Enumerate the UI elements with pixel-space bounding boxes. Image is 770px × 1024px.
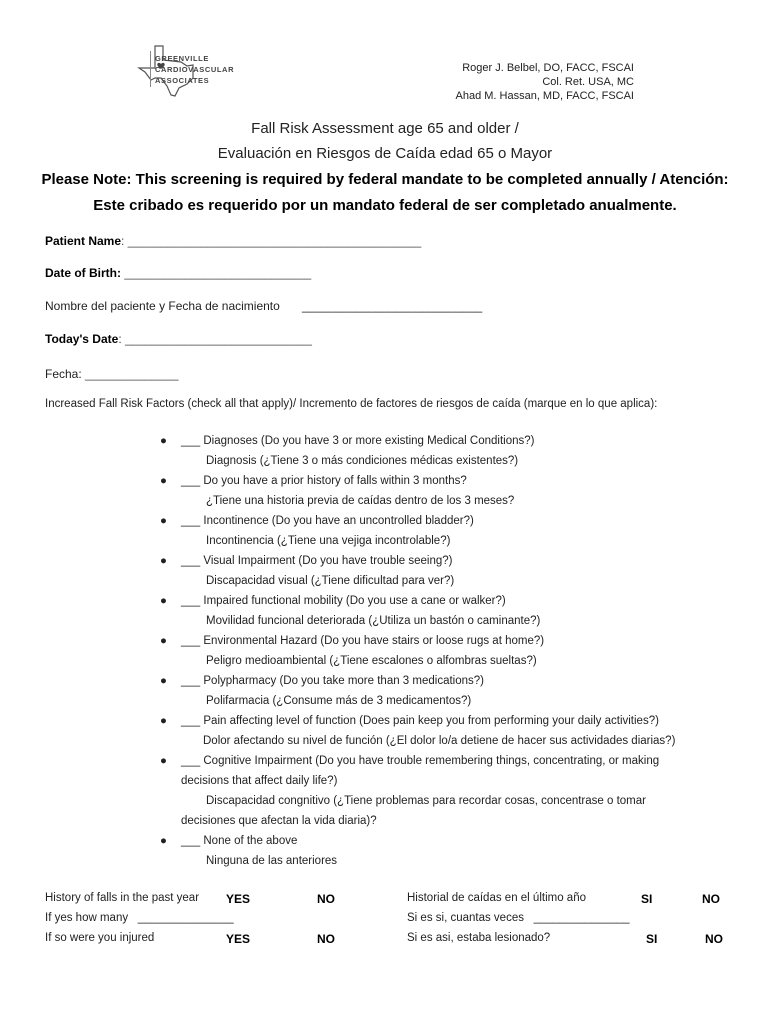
fecha-field[interactable]: Fecha: ______________ xyxy=(45,367,179,381)
historial-no-option[interactable]: NO xyxy=(702,892,720,906)
bullet-icon: ● xyxy=(160,635,167,647)
risk-item-incontinence[interactable]: ● ___ Incontinence (Do you have an uncontrolled bladder?) Incontinencia (¿Tiene una vejiga incontrolable?) xyxy=(160,511,740,551)
risk-item-polypharmacy[interactable]: ● ___ Polypharmacy (Do you take more than 3 medications?) Polifarmacia (¿Consume más de 3 medicamentos?) xyxy=(160,671,740,711)
historial-caidas-question: Historial de caídas en el último año xyxy=(407,892,586,904)
bullet-icon: ● xyxy=(160,515,167,527)
logo-divider xyxy=(150,51,151,87)
doctor-2: Ahad M. Hassan, MD, FACC, FSCAI xyxy=(455,90,634,102)
notice-line-2: Este cribado es requerido por un mandato federal de ser completado anualmente. xyxy=(93,197,677,214)
doctor-1: Roger J. Belbel, DO, FACC, FSCAI xyxy=(462,62,634,74)
risk-item-environment[interactable]: ● ___ Environmental Hazard (Do you have stairs or loose rugs at home?) Peligro medioambiental (¿Tiene escalones o alfombras sueltas?) xyxy=(160,631,740,671)
risk-item-visual[interactable]: ● ___ Visual Impairment (Do you have trouble seeing?) Discapacidad visual (¿Tiene dificultad para ver?) xyxy=(160,551,740,591)
lesionado-si-option[interactable]: SI xyxy=(646,932,658,946)
bullet-icon: ● xyxy=(160,755,167,767)
lesionado-question: Si es asi, estaba lesionado? xyxy=(407,932,551,944)
patient-name-field[interactable]: Patient Name: ____________________________________________ xyxy=(45,234,422,248)
risk-item-mobility[interactable]: ● ___ Impaired functional mobility (Do you use a cane or walker?) Movilidad funcional deteriorada (¿Utiliza un bastón o caminante?) xyxy=(160,591,740,631)
historial-si-option[interactable]: SI xyxy=(641,892,653,906)
logo-wordmark: GREENVILLE CARDIOVASCULAR ASSOCIATES xyxy=(155,54,235,85)
cuantas-veces-question[interactable]: Si es si, cuantas veces _______________ xyxy=(407,912,630,924)
bullet-icon: ● xyxy=(160,835,167,847)
bullet-icon: ● xyxy=(160,475,167,487)
risk-item-pain[interactable]: ● ___ Pain affecting level of function (Does pain keep you from performing your daily activities?) Dolor afectando su nivel de función (¿El dolor lo/a detiene de hacer sus actividades diarias?) xyxy=(160,711,740,751)
risk-factors-intro: Increased Fall Risk Factors (check all that apply)/ Incremento de factores de riesgos de caída (marque en lo que aplica): xyxy=(45,398,658,410)
bullet-icon: ● xyxy=(160,675,167,687)
form-title-en: Fall Risk Assessment age 65 and older / xyxy=(251,120,519,137)
physician-list xyxy=(456,61,635,103)
doctor-1-sub: Col. Ret. USA, MC xyxy=(542,76,634,88)
injured-question: If so were you injured xyxy=(45,932,155,944)
form-title-es: Evaluación en Riesgos de Caída edad 65 o Mayor xyxy=(217,145,553,162)
risk-factor-list xyxy=(160,431,740,871)
history-yes-option[interactable]: YES xyxy=(226,892,251,906)
bullet-icon: ● xyxy=(160,595,167,607)
how-many-question[interactable]: If yes how many _______________ xyxy=(45,912,234,924)
risk-item-none[interactable]: ● ___ None of the above Ninguna de las anteriores xyxy=(160,831,740,871)
injured-no-option[interactable]: NO xyxy=(317,932,335,946)
history-no-option[interactable]: NO xyxy=(317,892,335,906)
todays-date-field[interactable]: Today's Date: ____________________________ xyxy=(45,332,312,346)
lesionado-no-option[interactable]: NO xyxy=(705,932,723,946)
bullet-icon: ● xyxy=(160,715,167,727)
nombre-field[interactable]: Nombre del paciente y Fecha de nacimiento xyxy=(45,299,280,313)
bullet-icon: ● xyxy=(160,555,167,567)
bullet-icon: ● xyxy=(160,435,167,447)
risk-item-prior-falls[interactable]: ● ___ Do you have a prior history of falls within 3 months? ¿Tiene una historia previa de caídas dentro de los 3 meses? xyxy=(160,471,740,511)
dob-field[interactable]: Date of Birth: ____________________________ xyxy=(45,266,312,280)
nombre-line[interactable]: ___________________________ xyxy=(302,299,483,313)
risk-item-cognitive[interactable]: ● ___ Cognitive Impairment (Do you have trouble remembering things, concentrating, or making decisions that affect daily life?) Discapacidad congnitivo (¿Tiene problemas para recordar cosas, concentrase o tomar decisiones que afectan la vida diaria)? xyxy=(160,751,740,831)
history-falls-question: History of falls in the past year xyxy=(45,892,200,904)
risk-item-diagnoses[interactable]: ● ___ Diagnoses (Do you have 3 or more existing Medical Conditions?) Diagnosis (¿Tiene 3 o más condiciones médicas existentes?) xyxy=(160,431,740,471)
injured-yes-option[interactable]: YES xyxy=(226,932,251,946)
notice-line-1: Please Note: This screening is required by federal mandate to be completed annually / Atención: xyxy=(41,171,729,188)
